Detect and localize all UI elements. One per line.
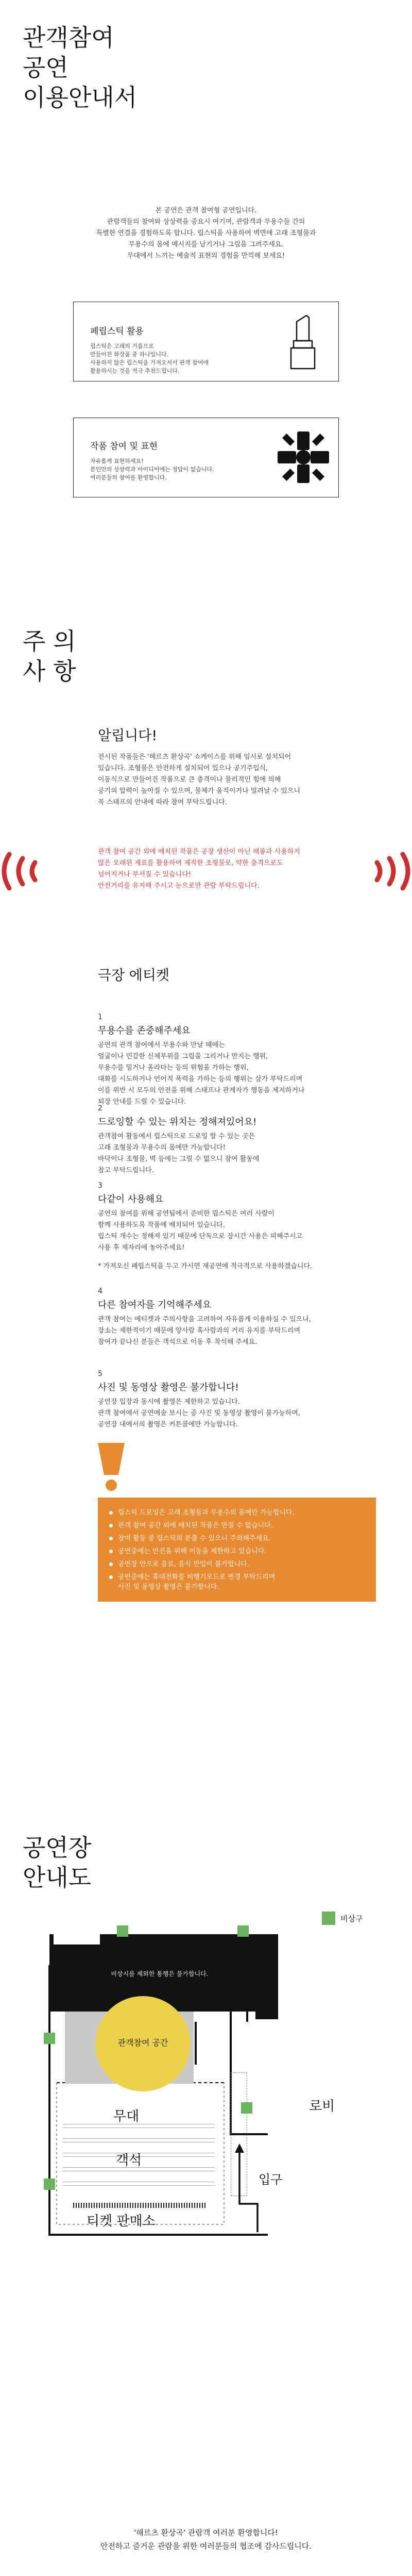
- warning-line: 않은 오래된 재료를 활용하여 제작한 조형물로, 약한 충격으로도: [98, 859, 283, 867]
- etiquette-title: 극장 에티켓: [98, 968, 169, 984]
- rule-number: 5: [98, 1370, 102, 1378]
- wave-right-outer: [403, 854, 408, 888]
- rule-heading: 다같이 사용해요: [98, 1194, 164, 1205]
- rule-body: 관객참여 활동에서 립스틱으로 드로잉 할 수 있는 곳은 고래 조형물과 무용수의 몸에만 가능합니다! 바닥이나 조형물, 벽 등에는 그릴 수 없으니 참여 활동에 참고 부탁드립니다.: [98, 1133, 260, 1174]
- footer-line: 안전하고 즐거운 관람을 위한 여러분들의 협조에 감사드립니다.: [100, 2541, 312, 2551]
- notice-line: 전시된 작품들은 '해르츠 환상곡' 쇼케이스를 위해 임시로 설치되어: [98, 753, 291, 761]
- emergency-exit-left-upper: [44, 2033, 55, 2044]
- emergency-exit-left-lower: [44, 2179, 55, 2190]
- alert-bullet: 공연중에는 안전을 위해 이동을 제한하고 있습니다.: [109, 1547, 367, 1559]
- rule-body: 공연의 참여를 위해 공연팀에서 준비한 립스틱은 여러 사람이 함께 사용하도록 작품에 배치되어 있습니다. 립스틱 개수는 정해져 있기 때문에 단독으로 장시간 사용은 피해주시고 사용 후 제자리에 놓아주세요! * 가져오신 폐립스틱을 두고 가시면 재공연에 적극적으로 사용하겠습니다.: [98, 1210, 313, 1270]
- notice-line: 이동식으로 만들어진 작품으로 큰 충격이나 물리적인 힘에 의해: [98, 776, 281, 784]
- alert-bullet: 참여 활동 중 립스틱의 분출 수 있으니 주의해주세요.: [109, 1534, 367, 1547]
- wave-left-middle: [19, 858, 23, 884]
- rule-item: [98, 1182, 397, 1287]
- rule-item: [98, 1104, 397, 1182]
- intro-line: 무대에서 느끼는 예술적 표현의 경험을 만끽해 보세요!: [127, 252, 285, 260]
- rule-heading: 드로잉할 수 있는 위치는 정해져있어요!: [98, 1117, 257, 1127]
- rule-heading: 무용수를 존중해주세요: [98, 1025, 191, 1036]
- title-line: 공연장: [23, 1834, 92, 1862]
- restricted-note: 비상시를 제외한 통행은 불가합니다.: [111, 1970, 209, 1977]
- card-text: [90, 457, 260, 482]
- card-line: 활용하시는 것을 적극 추천드립니다.: [90, 368, 180, 374]
- card-line: 립스틱은 고래의 기름으로: [90, 343, 154, 350]
- alert-bullets: [109, 1508, 367, 1592]
- footer-line: '해르츠 환상곡' 관람객 여러분 환영합니다!: [134, 2528, 278, 2537]
- lipstick-icon: [280, 312, 326, 372]
- rule-number: 4: [98, 1287, 102, 1295]
- participation-card: [73, 418, 339, 497]
- title-line: 주 의: [23, 627, 76, 655]
- intro-line: 관람객들의 참여와 상상력을 중요시 여기며, 관람객과 무용수들 간의: [107, 218, 305, 226]
- alert-bullet: 관객 참여 공간 외에 배치된 작품은 만질 수 없습니다.: [109, 1521, 367, 1534]
- ticket-office-label: 티켓 판매소: [87, 2214, 156, 2229]
- card-line: 자유롭게 표현하세요!: [90, 458, 144, 464]
- warning-text: [98, 846, 376, 892]
- intro-line: 본 공연은 관객 참여형 공연입니다.: [155, 207, 257, 214]
- wave-right-middle: [389, 858, 393, 884]
- warning-line: 넘어지거나 부서질 수 있습니다!: [98, 871, 191, 878]
- alert-bullet: 립스틱 드로잉은 고래 조형물과 무용수의 몸에만 가능합니다.: [109, 1508, 367, 1521]
- path-arrow: [46, 1902, 314, 2263]
- emergency-exit-top-left: [117, 1925, 128, 1937]
- rule-item: [98, 1287, 397, 1370]
- notice-heading: 알립니다!: [98, 728, 158, 744]
- intro-text: [52, 205, 360, 262]
- rule-heading: 사진 및 동영상 촬영은 불가합니다!: [98, 1382, 239, 1393]
- wave-left-inner: [32, 862, 35, 880]
- emergency-exit-swatch: [322, 1912, 335, 1925]
- entrance-label: 입구: [259, 2172, 283, 2187]
- card-title: 작품 참여 및 표현: [90, 441, 158, 452]
- rule-number: 3: [98, 1182, 102, 1190]
- footer-text: [41, 2526, 371, 2553]
- title-line: 관객참여: [23, 24, 114, 52]
- notice-text: [98, 752, 386, 808]
- emergency-exit-top-right: [237, 1925, 249, 1937]
- card-line: 사용하지 않은 립스틱을 가져오셔서 관객 참여에: [90, 359, 209, 366]
- notice-line: 꼭 스태프의 안내에 따라 참여 부탁드립니다.: [98, 799, 227, 806]
- card-line: 만들어진 화장품 중 하나입니다.: [90, 351, 169, 358]
- title-line: 사 항: [23, 657, 76, 685]
- intro-line: 무용수의 몸에 메시지를 남기거나 그림을 그려주세요.: [128, 241, 284, 248]
- title-line: 안내도: [23, 1864, 92, 1891]
- participation-zone-label: 관객참여 공간: [117, 2038, 168, 2048]
- intro-line: 특별한 연결을 경험하도록 합니다. 립스틱을 사용하여 벽면에 고래 조형물과: [96, 229, 316, 237]
- etiquette-rules: [98, 1013, 397, 1442]
- title-line: 공연: [23, 54, 68, 81]
- emergency-exit-right: [241, 2102, 252, 2114]
- map-title: [23, 1833, 91, 1892]
- exclamation-icon: [96, 1441, 127, 1492]
- wave-left-outer: [4, 854, 9, 888]
- floor-plan: [46, 1902, 314, 2263]
- card-line: 본인만의 상상력과 아이디어에는 정답이 없습니다.: [90, 466, 214, 473]
- map-legend: [322, 1912, 363, 1925]
- rule-body: 공연장 입장과 동시에 촬영은 제한하고 있습니다. 관객 참여에서 공연예술 보시는 중 사진 및 동영상 촬영이 불가능하며, 공연장 내에서의 촬영은 커튼콜에만 가능합니다.: [98, 1398, 300, 1428]
- alert-bullet: 공연장 안으로 음료, 음식 반입이 불가합니다.: [109, 1559, 367, 1572]
- hands-icon: [272, 426, 334, 488]
- warning-line: 관객 참여 공간 외에 배치된 작품은 공장 생산이 아닌 해롱과 사용하지: [98, 848, 300, 856]
- card-title: 페립스틱 활용: [90, 326, 144, 337]
- warning-line: 안전거리를 유지해 주시고 눈으로만 관람 부탁드립니다.: [98, 882, 260, 890]
- seats-label: 객석: [116, 2153, 142, 2168]
- rule-number: 2: [98, 1104, 102, 1112]
- wave-right-inner: [377, 862, 380, 880]
- title-line: 이용안내서: [23, 84, 138, 111]
- stage-label: 무대: [113, 2109, 140, 2124]
- notice-line: 있습니다. 조형물은 안전하게 설치되어 있으나 공기주입식,: [98, 765, 268, 772]
- rule-heading: 다른 참여자를 기억해주세요: [98, 1300, 212, 1310]
- alert-box: [98, 1498, 376, 1602]
- rule-item: [98, 1013, 397, 1106]
- rule-body: 관객 참여는 에티켓과 주의사항을 고려하여 자유롭게 이용하실 수 있으나, 장소는 제한적이기 때문에 양사람 혹사람과의 거리 유지를 부탁드리며 참여가 끝나신 분들은 객석으로 이동 후 착석해 주세요.: [98, 1316, 311, 1346]
- rule-body: 공연의 관객 참여에서 무용수와 만날 때에는 얼굴이나 민감한 신체부위를 그림을 그리거나 만지는 행위, 무용수를 밀거나 올라타는 등의 위험을 가하는 행위, 대화를 시도하거나 언어적 폭력을 가하는 등의 행위는 삼가 부탁드리며 이를 위반 시 모두의 안전을 위해 스태프나 관계자가 행동을 제지하거나 퇴장 안내를 드릴 수 있습니다.: [98, 1041, 305, 1106]
- notice-title: [23, 626, 76, 686]
- card-text: [90, 342, 260, 375]
- alert-bullet: 공연중에는 휴대전화를 비행기모드로 변경 부탁드리며 사진 및 동영상 촬영은 불가합니다.: [109, 1572, 367, 1592]
- rule-number: 1: [98, 1013, 102, 1021]
- lipstick-card: [73, 302, 339, 381]
- notice-line: 공기의 압력이 높아질 수 있으며, 물체가 움직이거나 밀려날 수 있으니: [98, 787, 300, 795]
- legend-label: 비상구: [340, 1914, 363, 1923]
- page-title: [23, 23, 137, 112]
- rule-item: [98, 1370, 397, 1442]
- card-line: 여러분들의 참여를 환영합니다.: [90, 474, 167, 481]
- lobby-label: 로비: [309, 2099, 335, 2114]
